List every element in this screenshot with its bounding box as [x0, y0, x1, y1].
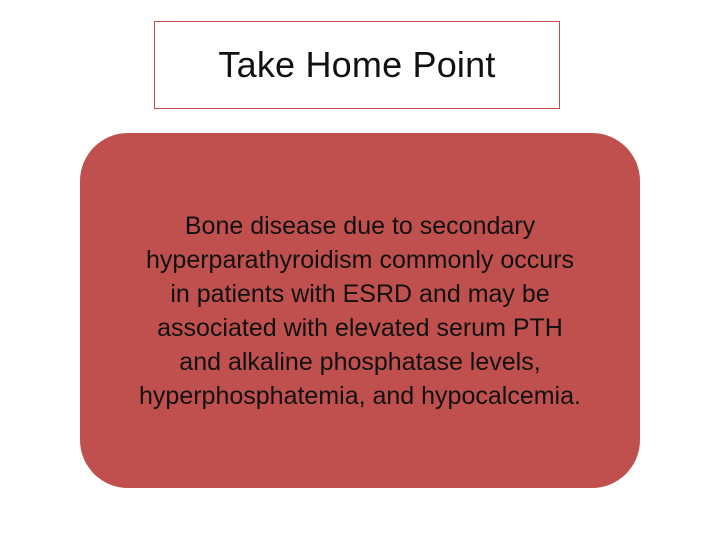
- key-point-panel: [80, 133, 640, 488]
- slide-title: Take Home Point: [218, 44, 496, 85]
- title-box: [154, 21, 560, 109]
- key-point-text: Bone disease due to secondary hyperparathyroidism commonly occurs in patients with ESRD and may be associated with elevated serum PTH and alkaline phosphatase levels, hyperphosphatemia, and hypocalcemia.: [139, 211, 581, 410]
